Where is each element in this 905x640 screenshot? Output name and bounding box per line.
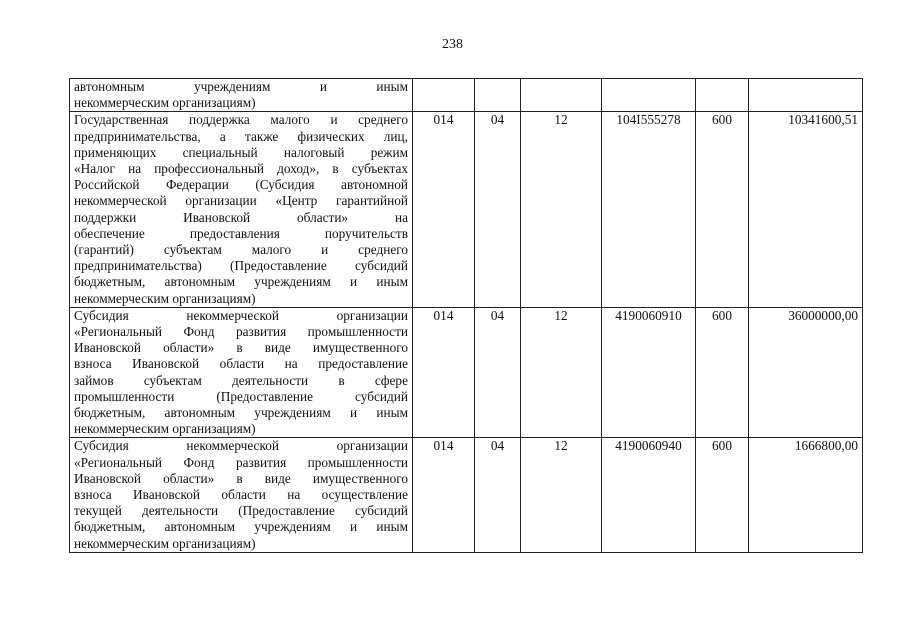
description-line: Ивановской области» в виде имущественного	[74, 340, 408, 356]
cell-amount: 36000000,00	[749, 307, 863, 438]
cell-amount	[749, 79, 863, 112]
budget-table	[69, 78, 863, 553]
cell-subsection: 12	[521, 112, 602, 307]
cell-description	[70, 112, 413, 307]
description-line: «Региональный Фонд развития промышленности	[74, 454, 408, 470]
cell-description	[70, 79, 413, 112]
cell-target-code: 4190060940	[602, 438, 696, 552]
description-line: некоммерческим организациям)	[74, 290, 256, 306]
cell-target-code: 4190060910	[602, 307, 696, 438]
cell-section	[475, 79, 521, 112]
page-number: 238	[442, 37, 463, 52]
cell-section: 04	[475, 438, 521, 552]
description-line: бюджетным, автономным учреждениям и иным	[74, 405, 408, 421]
cell-description	[70, 438, 413, 552]
description-line: Российской Федерации (Субсидия автономной	[74, 177, 408, 193]
cell-subsection: 12	[521, 307, 602, 438]
cell-section: 04	[475, 307, 521, 438]
table-row	[70, 438, 863, 552]
description-line: автономным учреждениям и иным	[74, 79, 408, 94]
table-row	[70, 112, 863, 307]
cell-target-code: 104I555278	[602, 112, 696, 307]
description-line: некоммерческим организациям)	[74, 535, 256, 551]
description-line: бюджетным, автономным учреждениям и иным	[74, 519, 408, 535]
cell-section: 04	[475, 112, 521, 307]
table-row	[70, 79, 863, 112]
cell-grbs: 014	[413, 112, 475, 307]
cell-grbs	[413, 79, 475, 112]
description-line: Государственная поддержка малого и среднего	[74, 112, 408, 128]
description-line: Субсидия некоммерческой организации	[74, 307, 408, 323]
description-line: «Налог на профессиональный доход», в субъектах	[74, 161, 408, 177]
cell-amount: 10341600,51	[749, 112, 863, 307]
description-line: предпринимательства) (Предоставление субсидий	[74, 258, 408, 274]
description-line: предпринимательства, а также физических лиц,	[74, 128, 408, 144]
description-line: текущей деятельности (Предоставление субсидий	[74, 503, 408, 519]
description-line: «Региональный Фонд развития промышленности	[74, 324, 408, 340]
cell-subsection	[521, 79, 602, 112]
description-line: Субсидия некоммерческой организации	[74, 438, 408, 454]
description-line: некоммерческой организации «Центр гарантийной	[74, 193, 408, 209]
cell-target-code	[602, 79, 696, 112]
description-line: (гарантий) субъектам малого и среднего	[74, 242, 408, 258]
cell-grbs: 014	[413, 307, 475, 438]
description-line: займов субъектам деятельности в сфере	[74, 372, 408, 388]
cell-amount: 1666800,00	[749, 438, 863, 552]
cell-description	[70, 307, 413, 438]
table-row	[70, 307, 863, 438]
cell-expense-type	[696, 79, 749, 112]
description-line: бюджетным, автономным учреждениям и иным	[74, 274, 408, 290]
description-line: некоммерческим организациям)	[74, 421, 256, 437]
cell-expense-type: 600	[696, 438, 749, 552]
cell-expense-type: 600	[696, 307, 749, 438]
description-line: взноса Ивановской области на осуществление	[74, 487, 408, 503]
description-line: промышленности (Предоставление субсидий	[74, 388, 408, 404]
cell-expense-type: 600	[696, 112, 749, 307]
description-line: поддержки Ивановской области» на	[74, 209, 408, 225]
description-line: некоммерческим организациям)	[74, 95, 256, 111]
description-line: Ивановской области» в виде имущественного	[74, 470, 408, 486]
cell-subsection: 12	[521, 438, 602, 552]
description-line: обеспечение предоставления поручительств	[74, 225, 408, 241]
cell-grbs: 014	[413, 438, 475, 552]
description-line: применяющих специальный налоговый режим	[74, 144, 408, 160]
description-line: взноса Ивановской области на предоставление	[74, 356, 408, 372]
